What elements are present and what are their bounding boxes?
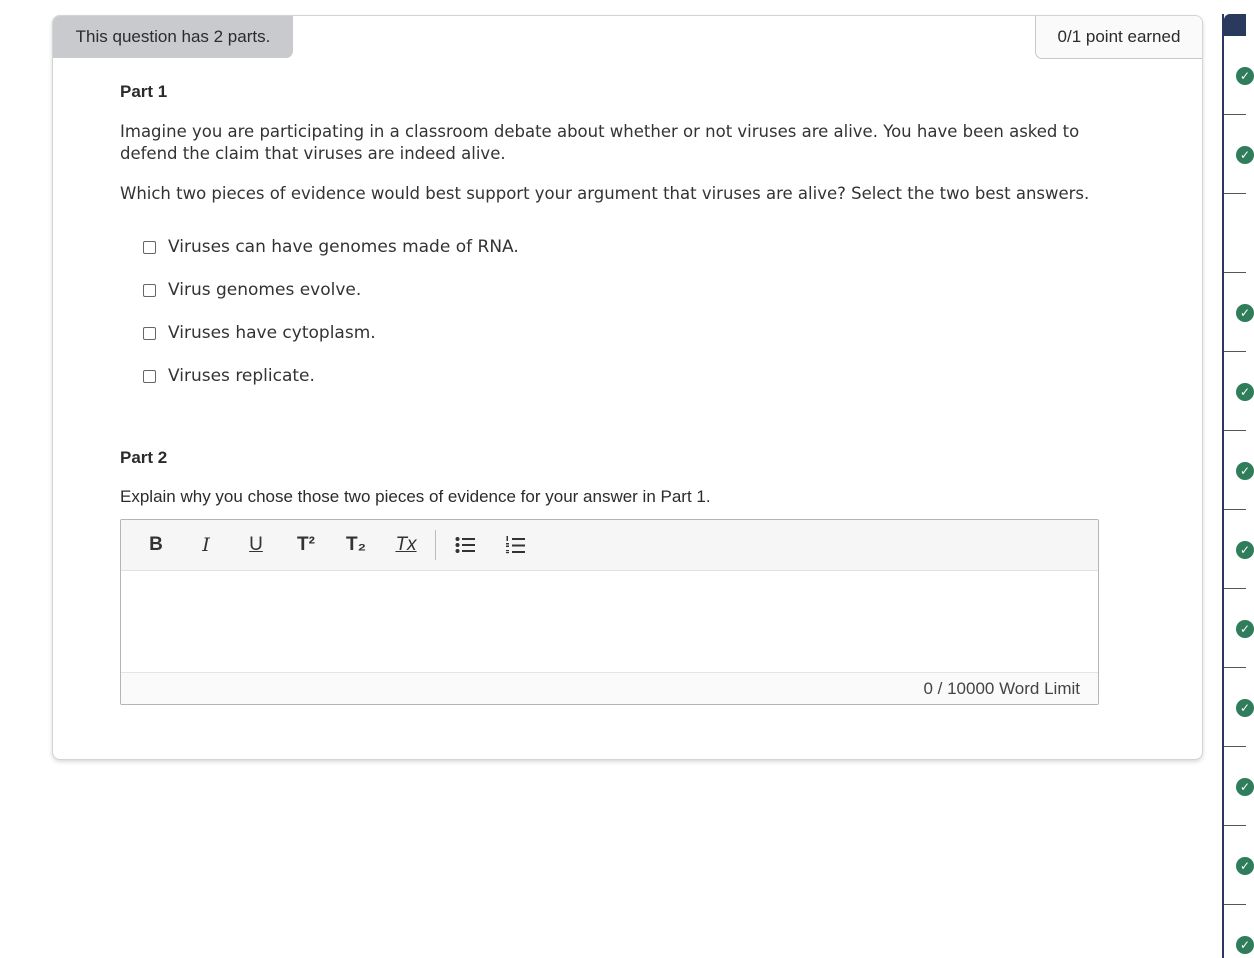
- toolbar-divider: [435, 530, 436, 560]
- numbered-list-button[interactable]: [490, 527, 540, 563]
- answer-checkbox[interactable]: [143, 327, 156, 340]
- sidebar-question-item[interactable]: [1224, 668, 1251, 747]
- question-card: [52, 15, 1203, 760]
- check-circle-icon: ✓: [1236, 620, 1254, 638]
- check-circle-icon: ✓: [1236, 857, 1254, 875]
- check-circle-icon: ✓: [1236, 304, 1254, 322]
- sidebar-question-item[interactable]: [1224, 115, 1251, 194]
- answer-checkbox[interactable]: [143, 370, 156, 383]
- rich-text-editor: [120, 519, 1099, 705]
- check-circle-icon: ✓: [1236, 67, 1254, 85]
- numbered-list-icon: [505, 535, 525, 555]
- part1-scenario: Imagine you are participating in a classroom debate about whether or not viruses are alive. You have been asked to defend the claim that viruses are indeed alive.: [120, 122, 1080, 163]
- check-circle-icon: ✓: [1236, 936, 1254, 954]
- bold-button[interactable]: B: [149, 534, 163, 555]
- underline-button[interactable]: U: [249, 534, 263, 555]
- check-circle-icon: ✓: [1236, 541, 1254, 559]
- part1-question: Which two pieces of evidence would best support your argument that viruses are alive? Select the two best answers.: [120, 184, 1090, 203]
- subscript-button[interactable]: T₂: [345, 534, 367, 555]
- part1-label: Part 1: [120, 82, 168, 101]
- parts-indicator: This question has 2 parts.: [53, 16, 293, 58]
- sidebar-question-item[interactable]: [1224, 589, 1251, 668]
- check-circle-icon: ✓: [1236, 699, 1254, 717]
- word-count: 0 / 10000 Word Limit: [121, 672, 1098, 704]
- sidebar-question-item[interactable]: [1224, 510, 1251, 589]
- sidebar-question-item[interactable]: [1224, 273, 1251, 352]
- answer-option[interactable]: [143, 322, 519, 344]
- answer-text-area[interactable]: [121, 571, 1098, 671]
- sidebar-question-item[interactable]: [1224, 194, 1246, 273]
- check-circle-icon: ✓: [1236, 778, 1254, 796]
- answer-option[interactable]: [143, 236, 519, 258]
- answer-option-label: Viruses can have genomes made of RNA.: [168, 237, 519, 257]
- answer-option[interactable]: [143, 365, 519, 387]
- part2-label: Part 2: [120, 448, 168, 467]
- sidebar-question-item[interactable]: [1224, 826, 1251, 905]
- italic-button[interactable]: I: [202, 534, 210, 556]
- part2-prompt: Explain why you chose those two pieces of evidence for your answer in Part 1.: [120, 487, 711, 506]
- superscript-button[interactable]: T²: [297, 534, 315, 555]
- check-circle-icon: ✓: [1236, 146, 1254, 164]
- answer-checkbox[interactable]: [143, 284, 156, 297]
- answer-option-label: Viruses have cytoplasm.: [168, 323, 376, 343]
- answer-options: [143, 236, 519, 408]
- answer-option[interactable]: [143, 279, 519, 301]
- answer-checkbox[interactable]: [143, 241, 156, 254]
- sidebar-question-item[interactable]: [1224, 36, 1251, 115]
- answer-option-label: Virus genomes evolve.: [168, 280, 362, 300]
- sidebar-question-item[interactable]: [1224, 431, 1251, 510]
- bullet-list-icon: [455, 536, 475, 554]
- answer-option-label: Viruses replicate.: [168, 366, 315, 386]
- sidebar-header: [1224, 14, 1246, 36]
- editor-toolbar: [121, 520, 1098, 571]
- sidebar-question-item[interactable]: [1224, 905, 1251, 958]
- check-circle-icon: ✓: [1236, 383, 1254, 401]
- points-earned-badge: 0/1 point earned: [1035, 16, 1202, 59]
- clear-format-button[interactable]: Tx: [395, 534, 417, 555]
- check-circle-icon: ✓: [1236, 462, 1254, 480]
- bullet-list-button[interactable]: [440, 527, 490, 563]
- sidebar-question-item[interactable]: [1224, 352, 1251, 431]
- sidebar-question-item[interactable]: [1224, 747, 1251, 826]
